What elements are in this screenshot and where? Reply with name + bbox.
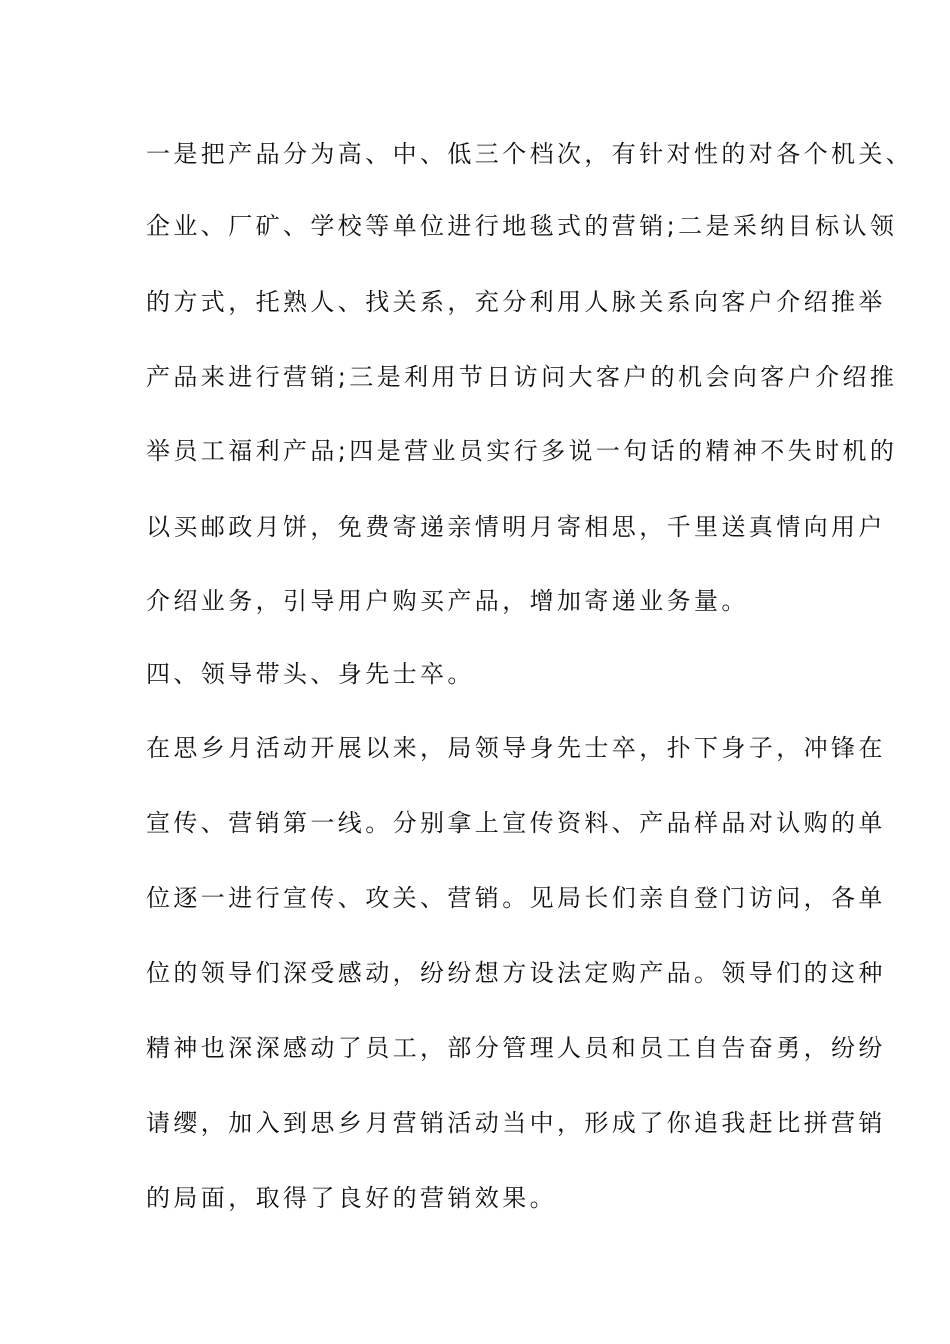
section-heading: 四、领导带头、身先士卒。 [146,660,475,688]
text-line: 在思乡月活动开展以来，局领导身先士卒，扑下身子，冲锋在 [146,734,886,762]
text-line: 产品来进行营销;三是利用节日访问大客户的机会向客户介绍推 [146,363,898,391]
text-line: 的局面，取得了良好的营销效果。 [146,1184,557,1212]
text-line: 宣传、营销第一线。分别拿上宣传资料、产品样品对认购的单 [146,809,886,837]
text-line: 一是把产品分为高、中、低三个档次，有针对性的对各个机关、 [146,140,914,168]
text-line: 的方式，托熟人、找关系，充分利用人脉关系向客户介绍推举 [146,288,886,316]
text-line: 举员工福利产品;四是营业员实行多说一句话的精神不失时机的 [146,437,898,465]
text-line: 介绍业务，引导用户购买产品，增加寄递业务量。 [146,587,749,615]
text-line: 位逐一进行宣传、攻关、营销。见局长们亲自登门访问，各单 [146,884,886,912]
text-line: 精神也深深感动了员工，部分管理人员和员工自告奋勇，纷纷 [146,1034,886,1062]
text-line: 请缨，加入到思乡月营销活动当中，形成了你追我赶比拼营销 [146,1109,886,1137]
text-line: 企业、厂矿、学校等单位进行地毯式的营销;二是采纳目标认领 [146,212,898,240]
text-line: 位的领导们深受感动，纷纷想方设法定购产品。领导们的这种 [146,959,886,987]
text-line: 以买邮政月饼，免费寄递亲情明月寄相思，千里送真情向用户 [146,513,886,541]
